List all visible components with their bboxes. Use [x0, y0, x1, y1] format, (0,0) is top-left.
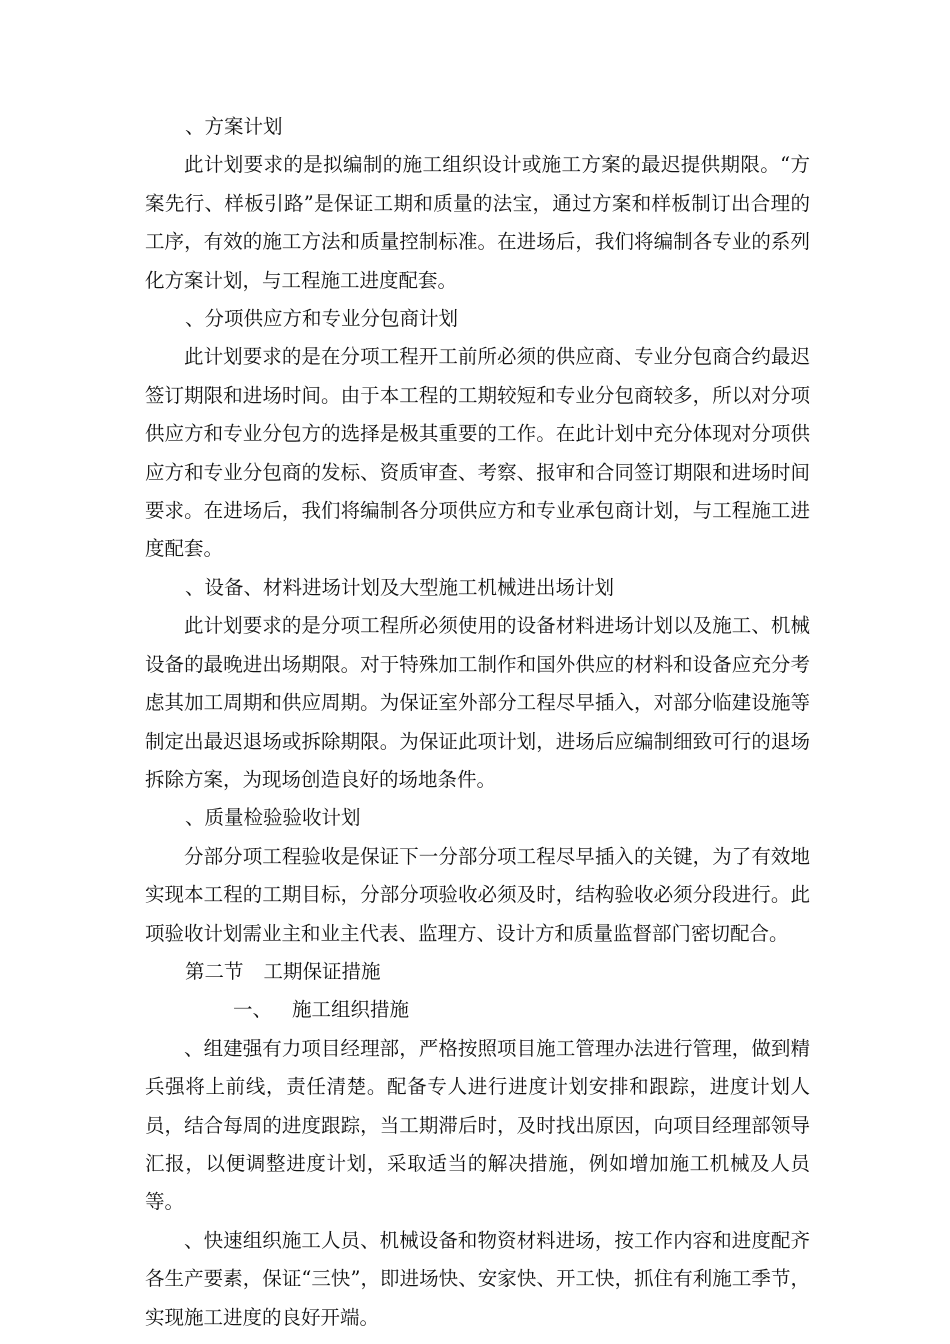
subsection-number: 一、 — [233, 998, 273, 1022]
document-body — [145, 108, 810, 1337]
section-heading — [145, 953, 810, 991]
heading-subcontractor-plan: 、分项供应方和专业分包商计划 — [185, 307, 459, 331]
paragraph-measure-1: 、组建强有力项目经理部，严格按照项目施工管理办法进行管理，做到精兵强将上前线，责任清楚。配备专人进行进度计划安排和跟踪，进度计划人员，结合每周的进度跟踪，当工期滞后时，及时找出原因，向项目经理部领导汇报，以便调整进度计划，采取适当的解决措施，例如增加施工机械及人员等。 — [145, 1036, 810, 1214]
section-number: 第二节 — [185, 959, 244, 983]
paragraph-scheme-plan: 此计划要求的是拟编制的施工组织设计或施工方案的最迟提供期限。“方案先行、样板引路”是保证工期和质量的法宝，通过方案和样板制订出合理的工序，有效的施工方法和质量控制标准。在进场后，我们将编制各专业的系列化方案计划，与工程施工进度配套。 — [145, 153, 810, 292]
heading-scheme-plan: 、方案计划 — [185, 115, 283, 138]
paragraph-subcontractor-plan: 此计划要求的是在分项工程开工前所必须的供应商、专业分包商合约最迟签订期限和进场时间。由于本工程的工期较短和专业分包商较多，所以对分项供应方和专业分包方的选择是极其重要的工作。在此计划中充分体现对分项供应方和专业分包商的发标、资质审查、考察、报审和合同签订期限和进场时间要求。在进场后，我们将编制各分项供应方和专业承包商计划，与工程施工进度配套。 — [145, 345, 810, 561]
subsection-title: 施工组织措施 — [292, 998, 410, 1022]
paragraph-equipment-plan: 此计划要求的是分项工程所必须使用的设备材料进场计划以及施工、机械设备的最晚进出场期限。对于特殊加工制作和国外供应的材料和设备应充分考虑其加工周期和供应周期。为保证室外部分工程尽早插入，对部分临建设施等制定出最迟退场或拆除期限。为保证此项计划，进场后应编制细致可行的退场拆除方案，为现场创造良好的场地条件。 — [145, 614, 810, 791]
paragraph-quality-inspection-plan: 分部分项工程验收是保证下一分部分项工程尽早插入的关键，为了有效地实现本工程的工期目标，分部分项验收必须及时，结构验收必须分段进行。此项验收计划需业主和业主代表、监理方、设计方和质量监督部门密切配合。 — [145, 844, 810, 945]
heading-equipment-plan: 、设备、材料进场计划及大型施工机械进出场计划 — [185, 575, 615, 599]
subsection-heading — [145, 991, 810, 1029]
section-title: 工期保证措施 — [263, 959, 381, 983]
heading-quality-inspection-plan: 、质量检验验收计划 — [185, 806, 361, 830]
paragraph-measure-2: 、快速组织施工人员、机械设备和物资材料进场，按工作内容和进度配齐各生产要素，保证“三快”，即进场快、安家快、开工快，抓住有利施工季节，实现施工进度的良好开端。 — [145, 1228, 810, 1329]
